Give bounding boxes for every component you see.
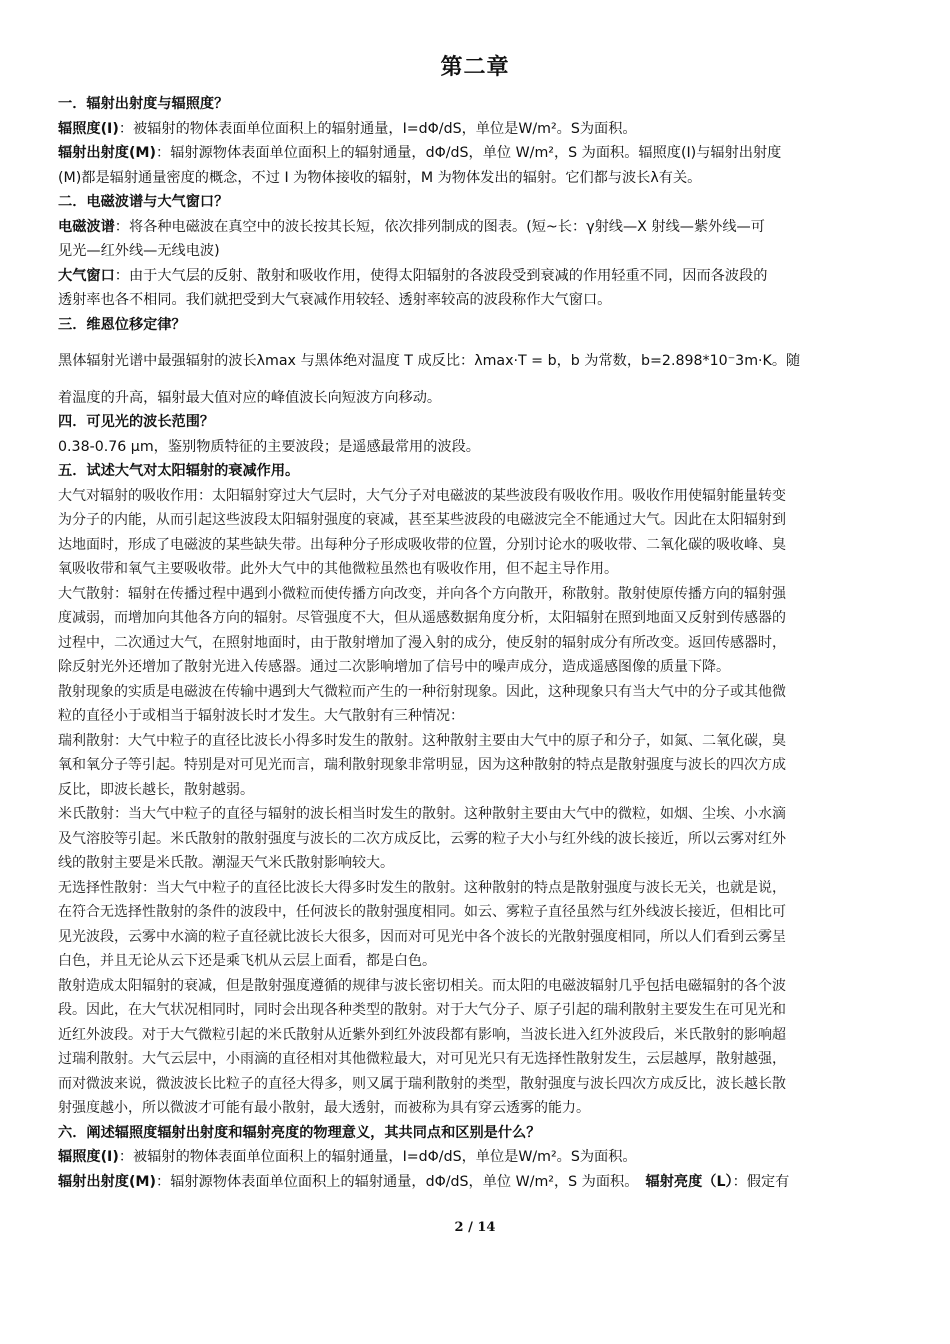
text: ：假定有 (732, 1173, 790, 1190)
paragraph-line: 见光—红外线—无线电波) (58, 243, 220, 259)
paragraph (58, 215, 894, 240)
paragraph-line: 反比，即波长越长，散射越弱。 (58, 781, 254, 798)
paragraph-line: 过瑞利散射。大气云层中，小雨滴的直径相对其他微粒最大，对可见光只有无选择性散射发生，云层越厚，散射越强， (58, 1051, 786, 1067)
paragraph-line: 过程中，二次通过大气，在照射地面时，由于散射增加了漫入射的成分，使反射的辐射成分有所改变。返回传感器时， (58, 634, 786, 651)
paragraph-line: 见光波段，云雾中水滴的粒子直径就比波长大很多，因而对可见光中各个波长的光散射强度相同，所以人们看到云雾呈 (58, 928, 786, 945)
paragraph-line: 黑体辐射光谱中最强辐射的波长λmax 与黑体绝对温度 T 成反比：λmax·T = b，b 为常数，b=2.898*10⁻3m·K。随 (58, 353, 801, 369)
paragraph-line: 线的散射主要是米氏散。潮湿天气米氏散射影响较大。 (58, 855, 394, 871)
paragraph (58, 264, 894, 289)
section-heading-3: 三．维恩位移定律？ (58, 316, 186, 333)
paragraph-line: 氧和氧分子等引起。特别是对可见光而言，瑞利散射现象非常明显，因为这种散射的特点是散射强度与波长的四次方成 (58, 757, 786, 773)
paragraph-line: 0.38-0.76 μm，鉴别物质特征的主要波段；是遥感最常用的波段。 (58, 438, 480, 455)
term-irradiance: 辐照度(I) (58, 120, 119, 137)
paragraph-line: 氧吸收带和氧气主要吸收带。此外大气中的其他微粒虽然也有吸收作用，但不起主导作用。 (58, 561, 618, 577)
paragraph-line: (M)都是辐射通量密度的概念，不过 I 为物体接收的辐射，M 为物体发出的辐射。它们都与波长λ有关。 (58, 169, 702, 186)
paragraph-line: 而对微波来说，微波波长比粒子的直径大得多，则又属于瑞利散射的类型，散射强度与波长四次方成反比，波长越长散 (58, 1075, 786, 1092)
paragraph (58, 1170, 894, 1195)
paragraph-line: 射强度越小，所以微波才可能有最小散射，最大透射，而被称为具有穿云透雾的能力。 (58, 1100, 590, 1116)
paragraph (58, 117, 894, 142)
paragraph (58, 141, 894, 166)
paragraph-line: 大气散射：辐射在传播过程中遇到小微粒而使传播方向改变，并向各个方向散开，称散射。散射使原传播方向的辐射强 (58, 585, 786, 602)
section-heading-4: 四．可见光的波长范围？ (58, 414, 215, 430)
text: ：由于大气层的反射、散射和吸收作用，使得太阳辐射的各波段受到衰减的作用轻重不同，因而各波段的 (114, 267, 768, 284)
term-radiance: 辐射亮度（L） (645, 1173, 733, 1190)
term-exitance: 辐射出射度(M) (58, 145, 157, 161)
text: ：被辐射的物体表面单位面积上的辐射通量，I=dΦ/dS，单位是W/m²。S为面积。 (118, 120, 637, 137)
section-heading-2: 二．电磁波谱与大气窗口？ (58, 194, 229, 210)
paragraph-line: 散射造成太阳辐射的衰减，但是散射强度遵循的规律与波长密切相关。而太阳的电磁波辐射几乎包括电磁辐射的各个波 (58, 977, 786, 994)
section-heading-5: 五．试述大气对太阳辐射的衰减作用。 (58, 463, 300, 479)
paragraph-line: 段。因此，在大气状况相同时，同时会出现各种类型的散射。对于大气分子、原子引起的瑞利散射主要发生在可见光和 (58, 1002, 786, 1018)
paragraph-line: 白色，并且无论从云下还是乘飞机从云层上面看，都是白色。 (58, 953, 436, 969)
text: ：辐射源物体表面单位面积上的辐射通量，dΦ/dS，单位 W/m²，S 为面积。 (156, 1173, 646, 1190)
paragraph-line: 及气溶胶等引起。米氏散射的散射强度与波长的二次方成反比，云雾的粒子大小与红外线的波长接近，所以云雾对红外 (58, 830, 786, 847)
term-irradiance: 辐照度(I) (58, 1149, 119, 1165)
paragraph-line: 度减弱，而增加向其他各方向的辐射。尽管强度不大，但从遥感数据角度分析，太阳辐射在照到地面又反射到传感器的 (58, 610, 786, 626)
paragraph-line: 瑞利散射：大气中粒子的直径比波长小得多时发生的散射。这种散射主要由大气中的原子和分子，如氮、二氧化碳，臭 (58, 732, 786, 749)
section-heading-6: 六．阐述辐照度辐射出射度和辐射亮度的物理意义，其共同点和区别是什么？ (58, 1124, 541, 1141)
section-heading-1: 一．辐射出射度与辐照度？ (58, 96, 229, 112)
paragraph-line: 散射现象的实质是电磁波在传输中遇到大气微粒而产生的一种衍射现象。因此，这种现象只有当大气中的分子或其他微 (58, 683, 786, 700)
term-atmospheric-window: 大气窗口 (58, 267, 115, 284)
term-em-spectrum: 电磁波谱 (58, 218, 115, 235)
paragraph (58, 1145, 894, 1170)
text: ：将各种电磁波在真空中的波长按其长短，依次排列制成的图表。(短~长：γ射线—X 射线—紫外线—可 (114, 218, 765, 235)
paragraph-line: 米氏散射：当大气中粒子的直径与辐射的波长相当时发生的散射。这种散射主要由大气中的微粒，如烟、尘埃、小水滴 (58, 806, 786, 822)
paragraph-line: 着温度的升高，辐射最大值对应的峰值波长向短波方向移动。 (58, 389, 442, 406)
paragraph-line: 除反射光外还增加了散射光进入传感器。通过二次影响增加了信号中的噪声成分，造成遥感图像的质量下降。 (58, 659, 730, 675)
paragraph-line: 无选择性散射：当大气中粒子的直径比波长大得多时发生的散射。这种散射的特点是散射强度与波长无关，也就是说， (58, 879, 786, 896)
chapter-title: 第二章 (440, 54, 510, 80)
page-content (58, 92, 894, 1194)
text: ：被辐射的物体表面单位面积上的辐射通量，I=dΦ/dS，单位是W/m²。S为面积。 (118, 1149, 637, 1165)
term-exitance: 辐射出射度(M) (58, 1173, 157, 1190)
paragraph-line: 达地面时，形成了电磁波的某些缺失带。出每种分子形成吸收带的位置，分别讨论水的吸收带、二氧化碳的吸收峰、臭 (58, 536, 786, 553)
page-number: 2 / 14 (454, 1220, 496, 1235)
paragraph-line: 大气对辐射的吸收作用：太阳辐射穿过大气层时，大气分子对电磁波的某些波段有吸收作用。吸收作用使辐射能量转变 (58, 487, 786, 504)
text: ：辐射源物体表面单位面积上的辐射通量，dΦ/dS，单位 W/m²，S 为面积。辐照度(I)与辐射出射度 (156, 145, 782, 161)
paragraph-line: 粒的直径小于或相当于辐射波长时才发生。大气散射有三种情况： (58, 708, 464, 724)
paragraph-line: 透射率也各不相同。我们就把受到大气衰减作用较轻、透射率较高的波段称作大气窗口。 (58, 292, 612, 308)
paragraph-line: 在符合无选择性散射的条件的波段中，任何波长的散射强度相同。如云、雾粒子直径虽然与红外线波长接近，但相比可 (58, 904, 786, 920)
paragraph-line: 近红外波段。对于大气微粒引起的米氏散射从近紫外到红外波段都有影响，当波长进入红外波段后，米氏散射的影响超 (58, 1026, 786, 1043)
paragraph-line: 为分子的内能，从而引起这些波段太阳辐射强度的衰减，甚至某些波段的电磁波完全不能通过大气。因此在太阳辐射到 (58, 512, 786, 528)
